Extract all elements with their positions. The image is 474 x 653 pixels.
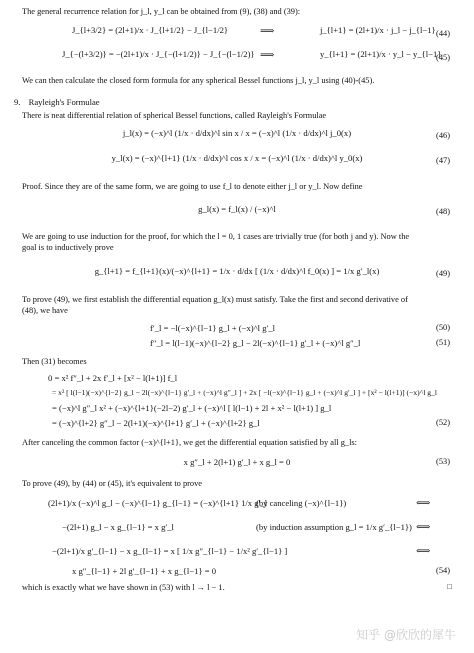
- eq52-line-4: = (−x)^{l+2} g″_l − 2(l+1)(−x)^{l+1} g′_l + (−x)^{l+2} g_l: [52, 418, 260, 428]
- eq51: f″_l = l(l−1)(−x)^{l−2} g_l − 2l(−x)^{l−1} g′_l + (−x)^l g″_l: [150, 338, 361, 348]
- eq54-line-2: −(2l+1) g_l − x g_{l−1} = x g′_l: [62, 522, 174, 532]
- eq49: g_{l+1} = f_{l+1}(x)/(−x)^{l+1} = 1/x · d/dx [ (1/x · d/dx)^l f_0(x) ] = 1/x g′_l(x): [94, 266, 380, 276]
- paragraph-proof: Proof. Since they are of the same form, we are going to use f_l to denote either j_l or y_l. Now define: [22, 182, 363, 191]
- eq47-number: (47): [436, 156, 450, 165]
- watermark: 知乎 @欣欣的犀牛: [356, 628, 456, 642]
- section-number: 9.: [14, 97, 21, 107]
- eq52-line-2: = x² [ l(l−1)(−x)^{l−2} g_l − 2l(−x)^{l−1} g′_l + (−x)^l g″_l ] + 2x [ −l(−x)^{l−1} g_l + (−x)^l g′_l ] + [x² − l(l+1)] (−x)^l g_l: [52, 388, 437, 397]
- eq51-number: (51): [436, 338, 450, 347]
- paragraph-recurrence: The general recurrence relation for j_l, y_l can be obtained from (9), (38) and (39):: [22, 7, 301, 16]
- eq44-number: (44): [436, 29, 450, 38]
- paragraph-final: which is exactly what we have shown in (53) with l → l − 1.: [22, 583, 225, 592]
- eq44-right: j_{l+1} = (2l+1)/x · j_l − j_{l−1}: [320, 25, 436, 35]
- iff-arrow: ⟺: [416, 546, 431, 557]
- section-title: Rayleigh's Formulae: [28, 97, 100, 107]
- eq52-number: (52): [436, 418, 450, 427]
- paragraph-prove49-2: (48), we have: [22, 306, 68, 315]
- paragraph-after-cancel: After canceling the common factor (−x)^{l+1}, we get the differential equation satisfied by all g_ls:: [22, 438, 357, 447]
- implies-arrow: ⟹: [260, 26, 275, 37]
- paragraph-prove49-eq: To prove (49), by (44) or (45), it's equivalent to prove: [22, 479, 203, 488]
- eq54-line-1: (2l+1)/x (−x)^l g_l − (−x)^{l−1} g_{l−1} = (−x)^{l+1} 1/x g′_l: [48, 498, 268, 508]
- eq44-left: J_{l+3/2} = (2l+1)/x · J_{l+1/2} − J_{l−1/2}: [72, 25, 229, 35]
- section-heading: [14, 97, 100, 107]
- iff-arrow: ⟺: [416, 522, 431, 533]
- eq46-number: (46): [436, 131, 450, 140]
- eq53: x g″_l + 2(l+1) g′_l + x g_l = 0: [183, 457, 291, 467]
- implies-arrow: ⟹: [260, 50, 275, 61]
- eq54-line-1-note: (by canceling (−x)^{l−1}): [256, 498, 347, 508]
- eq54-line-3: −(2l+1)/x g′_{l−1} − x g_{l−1} = x [ 1/x g″_{l−1} − 1/x² g′_{l−1} ]: [52, 546, 288, 556]
- eq54-line-4: x g″_{l−1} + 2l g′_{l−1} + x g_{l−1} = 0: [72, 566, 217, 576]
- eq47: y_l(x) = (−x)^{l+1} (1/x · d/dx)^l cos x / x = (−x)^l (1/x · d/dx)^l y_0(x): [111, 153, 363, 163]
- qed-symbol: □: [447, 582, 452, 591]
- eq53-number: (53): [436, 457, 450, 466]
- iff-arrow: ⟺: [416, 498, 431, 509]
- eq52-line-3: = (−x)^l g″_l x² + (−x)^{l+1}(−2l−2) g′_l + (−x)^l [ l(l−1) + 2l + x² − l(l+1) ] g_l: [52, 403, 332, 413]
- eq49-number: (49): [436, 269, 450, 278]
- eq45-left: J_{−(l+3/2)} = −(2l+1)/x · J_{−(l+1/2)} − J_{−(l−1/2)}: [62, 49, 255, 59]
- eq48: g_l(x) = f_l(x) / (−x)^l: [198, 204, 276, 214]
- eq52-line-1: 0 = x² f″_l + 2x f′_l + [x² − l(l+1)] f_l: [48, 373, 178, 383]
- paragraph-induction-1: We are going to use induction for the proof, for which the l = 0, 1 cases are trivially true (for both j and y). Now the: [22, 232, 410, 241]
- paragraph-then31: Then (31) becomes: [22, 357, 87, 366]
- eq45-right: y_{l+1} = (2l+1)/x · y_l − y_{l−1}: [320, 49, 442, 59]
- paragraph-induction-2: goal is to inductively prove: [22, 243, 114, 252]
- eq45-number: (45): [436, 53, 450, 62]
- eq54-number: (54): [436, 566, 450, 575]
- eq54-line-2-note: (by induction assumption g_l = 1/x g′_{l−1}): [256, 522, 412, 532]
- paragraph-closed-form: We can then calculate the closed form formula for any spherical Bessel functions j_l, y_l using (40)-(45).: [22, 76, 375, 85]
- paragraph-rayleigh: There is neat differential relation of spherical Bessel functions, called Rayleigh's Formulae: [22, 111, 327, 120]
- eq50: f′_l = −l(−x)^{l−1} g_l + (−x)^l g′_l: [150, 323, 276, 333]
- eq50-number: (50): [436, 323, 450, 332]
- eq48-number: (48): [436, 207, 450, 216]
- eq46: j_l(x) = (−x)^l (1/x · d/dx)^l sin x / x = (−x)^l (1/x · d/dx)^l j_0(x): [122, 128, 352, 138]
- paragraph-prove49-1: To prove (49), we first establish the differential equation g_l(x) must satisfy. Take the first and second derivative of: [22, 295, 408, 304]
